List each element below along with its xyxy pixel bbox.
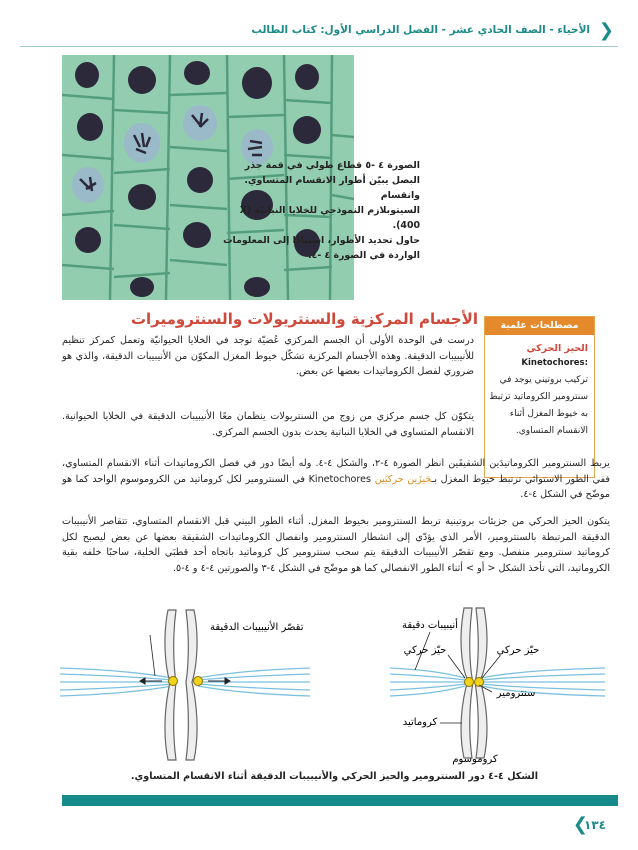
footer-bar <box>62 795 618 806</box>
paragraph-text: يربط السنترومير الكروماتيدَين الشقيقَين انظر الصورة ٤-٢، والشكل ٤-٤. وله أيضًا دور في فصل الكروماتيدات أثناء الانقسام المتساوي، ففي الطور الاستوائي ترتبط خيوط المغزل بـ <box>62 458 610 485</box>
micrograph-caption <box>210 158 420 263</box>
label-shortening: تقصّر الأنيبيبات الدقيقة <box>210 622 304 633</box>
kinetochore-dot <box>194 677 203 686</box>
caption-line: السيتوبلازم النموذجي للخلايا النباتيّة (X 400). <box>239 205 420 231</box>
page-number: ١٣٤ <box>584 818 606 832</box>
paragraph-centromere <box>62 456 610 503</box>
diagram-svg <box>60 590 620 765</box>
label-kinetochore-right: حيّز حركي <box>496 645 540 656</box>
kinetochore-dot <box>465 678 474 687</box>
chevron-right-icon[interactable]: ❯ <box>598 20 614 41</box>
term-definition: تركيب بروتيني يوجد في سنترومير الكروماتيد ترتبط به خيوط المغزل أثناء الانقسام المتساوي. <box>489 375 588 436</box>
caption-line: الواردة في الصورة ٤ -٤. <box>308 250 420 261</box>
terms-box-heading: مصطلحات علمية <box>485 317 594 335</box>
paragraph-text: Kinetochores في السنترومير لكل كروماتيد من الكروموسوم الواحد كما هو موضّح في الشكل ٤-٤. <box>62 473 610 500</box>
chevron-left-icon[interactable]: ❮ <box>572 814 588 835</box>
caption-line: البصل يبيّن أطوار الانقسام المتساوي. وانقسام <box>244 175 420 201</box>
paragraph-kinetochore: يتكون الحيز الحركي من جزيئات بروتينية تربط السنترومير بخيوط المغزل. أثناء الطور البيني قبل الانقسام المتساوي، تتقاصر الأنيبيبات الدقيقة المرتبطة بالسنترومير، الأمر الذي يؤدّي إلى انشطار السنترومير وانفصال الكروماتيدات الشقيقة بعضها عن بعض ليصبح لكل كروماتيد سنترومير منفصل. ومع تقصّر الأنيبيبات الدقيقة يتم سحب سنترومير كل كروماتيد باتجاه أحد قطبَي الخلية، ساحبًا خلفه بقية الكروماتيد، التي تأخذ الشكل < أو > أثناء الطور الانفصالي كما هو موضّح في الشكل ٤-٣ والصورتين ٤-٤ و ٤-٥. <box>62 516 610 574</box>
page-header <box>0 18 638 42</box>
paragraph-centrosome: درست في الوحدة الأولى أن الجسم المركزي عُضيّة توجد في الخلايا الحيوانيّة وتعمل كمركز تنظيم للأنيبيبات الدقيقة. وهذه الأجسام المركزية تشكّل خيوط المغزل المكوّن من الأنيبيبات الدقيقة، والذي هو ضروري لفصل الكروماتيدات بعضها عن بعض. <box>62 335 474 377</box>
figure-caption: الشكل ٤-٤ دور السنترومير والحيز الحركي والأنيبيبات الدقيقة أثناء الانقسام المتساوي. <box>130 771 538 782</box>
section-title: الأجسام المركزية والسنتريولات والسنترومیرات <box>130 310 478 328</box>
scientific-terms-box <box>484 316 595 478</box>
paragraph-centrioles: يتكوّن كل جسم مركزي من زوج من السنتريولات ينظمان معًا الأنيبيبات الدقيقة في الخلايا الحيوانية. الانقسام المتساوي في الخلايا النباتية يحدث بدون الجسم المركزي. <box>62 411 474 438</box>
term-english: Kinetochores: <box>521 358 588 368</box>
label-microtubules: أنيبيبات دقيقة <box>402 620 458 631</box>
highlighted-term: حَيزَين حركيَين <box>374 473 432 485</box>
kinetochore-dot <box>169 677 178 686</box>
term-title: الحيز الحركي <box>526 343 588 354</box>
label-chromatid: كروماتيد <box>402 717 438 728</box>
caption-line: الصورة ٤ -٥ قطاع طولي في قمة جذر <box>244 160 420 171</box>
kinetochore-diagram <box>60 590 620 765</box>
label-chromosome: كروموسوم <box>452 754 498 765</box>
label-centromere: سنترومير <box>496 688 536 699</box>
header-divider <box>20 46 618 47</box>
caption-line: حاول تحديد الأطوار، استنادًا إلى المعلومات <box>223 235 420 246</box>
header-title: الأحياء - الصف الحادي عشر - الفصل الدراسي الأول: كتاب الطالب <box>251 24 590 36</box>
label-kinetochore-left: حيّز حركي <box>403 645 447 656</box>
